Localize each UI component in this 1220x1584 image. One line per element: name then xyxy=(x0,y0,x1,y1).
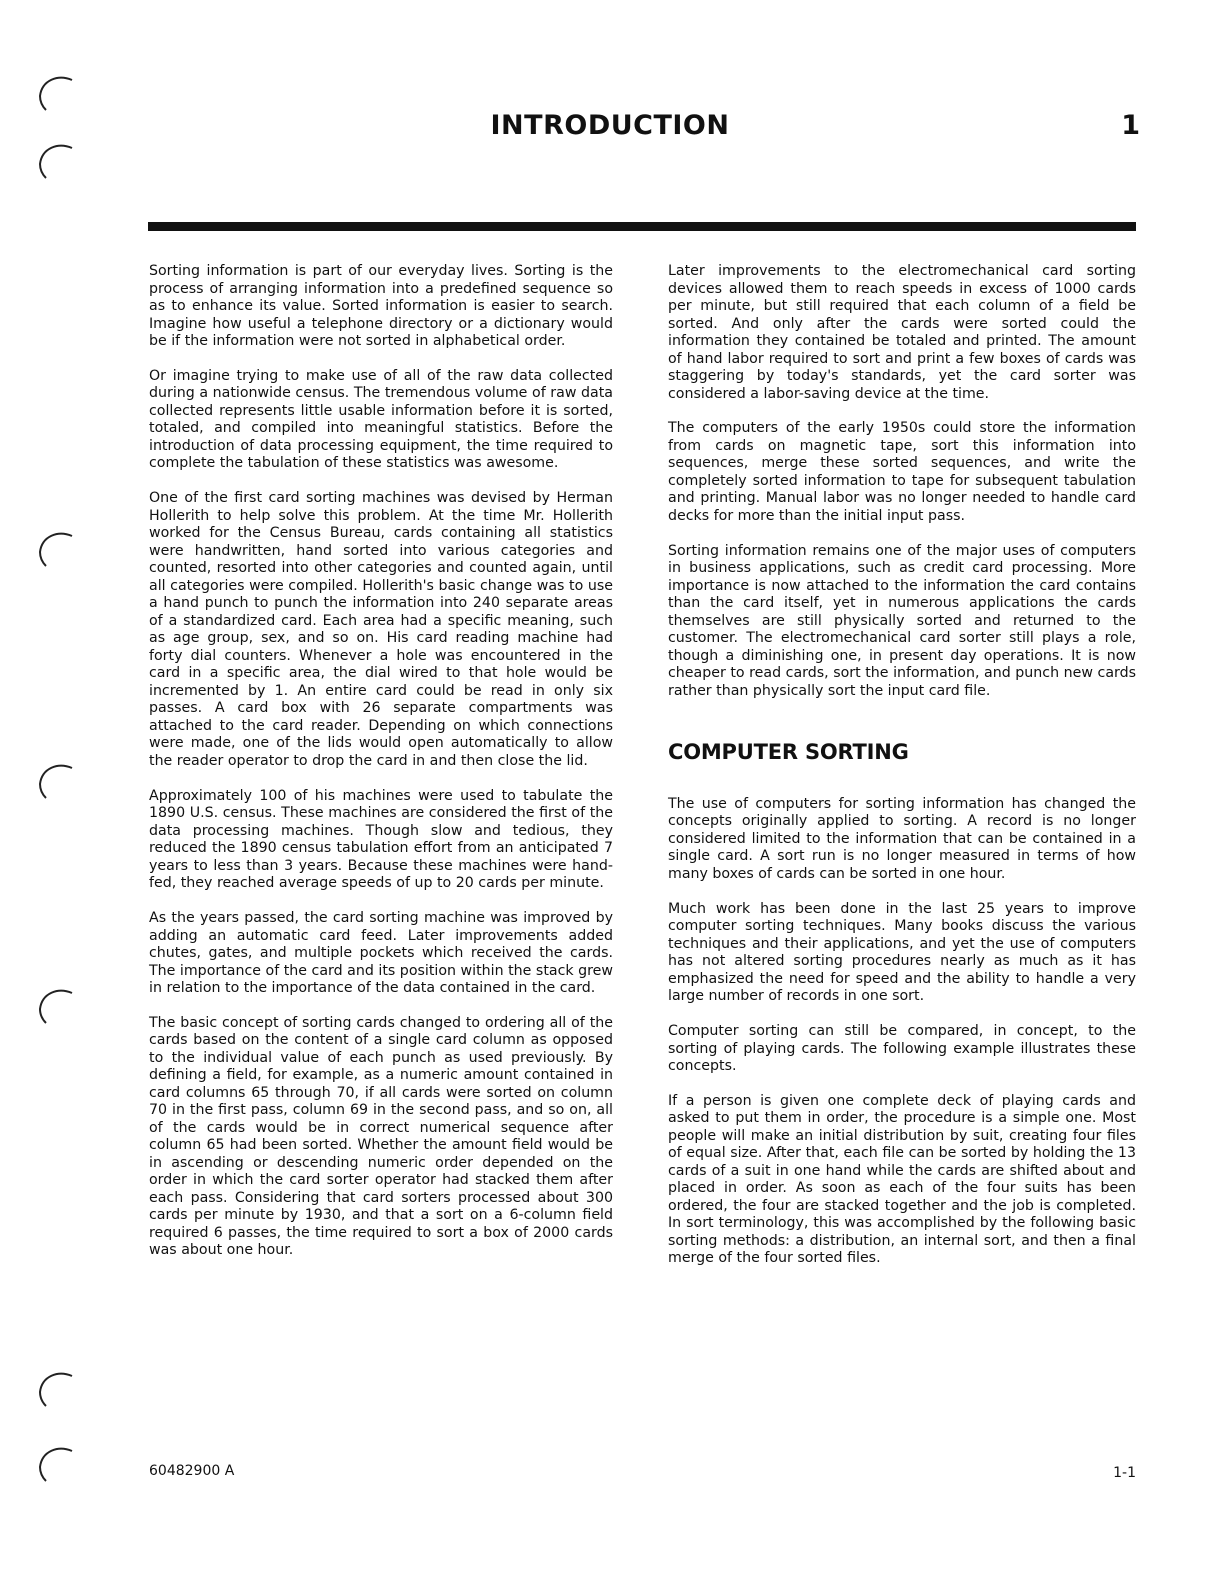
chapter-number: 1 xyxy=(1121,110,1140,141)
binder-hole-mark xyxy=(34,140,74,180)
paragraph: The use of computers for sorting information has changed the concepts originally applied to sorting. A record is no longer considered limited to the information that can be contained in a single card. A sort run is no longer measured in terms of how many boxes of cards can be sorted in one hour. xyxy=(668,795,1136,882)
paragraph: If a person is given one complete deck of playing cards and asked to put them in order, the procedure is a simple one. Most people will make an initial distribution by suit, creating four files of equal size. After that, each file can be sorted by holding the 13 cards of a suit in one hand while the cards are shifted about and placed in order. As soon as each of the four suits has been ordered, the four are stacked together and the job is completed. In sort terminology, this was accomplished by the following basic sorting methods: a distribution, an internal sort, and then a final merge of the four sorted files. xyxy=(668,1092,1136,1267)
title-rule xyxy=(148,222,1136,231)
paragraph: Sorting information remains one of the major uses of computers in business applications, such as credit card processing. More importance is now attached to the information the card contains than the card itself, yet in numerous applications the cards themselves are still physically sorted and returned to the customer. The electromechanical card sorter still plays a role, though a diminishing one, in present day operations. It is now cheaper to read cards, sort the information, and punch new cards rather than physically sort the input card file. xyxy=(668,542,1136,699)
paragraph: The computers of the early 1950s could store the information from cards on magnetic tape, sort this information into sequences, merge these sorted sequences, and write the completely sorted information to tape for subsequent tabulation and printing. Manual labor was no longer needed to handle card decks for more than the initial input pass. xyxy=(668,420,1136,524)
paragraph: Approximately 100 of his machines were used to tabulate the 1890 U.S. census. These machines are considered the first of the data processing machines. Though slow and tedious, they reduced the 1890 census tabulation effort from an anticipated 7 years to less than 3 years. Because these machines were hand-fed, they reached average speeds of up to 20 cards per minute. xyxy=(149,787,613,892)
page-number: 1-1 xyxy=(1113,1465,1136,1481)
left-column xyxy=(149,263,613,1277)
right-column xyxy=(668,263,1136,1285)
binder-hole-mark xyxy=(34,528,74,568)
paragraph: Much work has been done in the last 25 years to improve computer sorting techniques. Many books discuss the various techniques and their applications, and yet the use of computers has not altered sorting procedures nearly as much as it has emphasized the need for speed and the ability to handle a very large number of records in one sort. xyxy=(668,900,1136,1005)
page-title: INTRODUCTION xyxy=(490,110,730,141)
section-heading: COMPUTER SORTING xyxy=(668,740,909,765)
paragraph: Computer sorting can still be compared, in concept, to the sorting of playing cards. The following example illustrates these concepts. xyxy=(668,1023,1136,1075)
binder-hole-mark xyxy=(34,985,74,1025)
paragraph: Sorting information is part of our everyday lives. Sorting is the process of arranging information into a predefined sequence so as to enhance its value. Sorted information is easier to search. Imagine how useful a telephone directory or a dictionary would be if the information were not sorted in alphabetical order. xyxy=(149,263,613,349)
paragraph: The basic concept of sorting cards changed to ordering all of the cards based on the content of a single card column as opposed to the individual value of each punch as used previously. By defining a field, for example, as a numeric amount contained in card columns 65 through 70, if all cards were sorted on column 70 in the first pass, column 69 in the second pass, and so on, all of the cards would be in correct numerical sequence after column 65 had been sorted. Whether the amount field would be in ascending or descending numeric order depended on the order in which the card sorter operator had stacked them after each pass. Considering that card sorters processed about 300 cards per minute by 1930, and that a sort on a 6-column field required 6 passes, the time required to sort a box of 2000 cards was about one hour. xyxy=(149,1014,613,1259)
binder-hole-mark xyxy=(34,1443,74,1483)
binder-hole-mark xyxy=(34,72,74,112)
paragraph: One of the first card sorting machines was devised by Herman Hollerith to help solve this problem. At the time Mr. Hollerith worked for the Census Bureau, cards containing all statistics were handwritten, hand sorted into various categories and counted, resorted into other categories and counted again, until all categories were compiled. Hollerith's basic change was to use a hand punch to punch the information into 240 separate areas of a standardized card. Each area had a specific meaning, such as age group, sex, and so on. His card reading machine had forty dial counters. Whenever a hole was encountered in the card in a specific area, the dial wired to that hole would be incremented by 1. An entire card could be read in only six passes. A card box with 26 separate compartments was attached to the card reader. Depending on which connections were made, one of the lids would open automatically to allow the reader operator to drop the card in and then close the lid. xyxy=(149,490,613,769)
binder-hole-mark xyxy=(34,760,74,800)
binder-hole-mark xyxy=(34,1368,74,1408)
paragraph: Or imagine trying to make use of all of the raw data collected during a nationwide census. The tremendous volume of raw data collected represents little usable information before it is sorted, totaled, and compiled into meaningful statistics. Before the introduction of data processing equipment, the time required to complete the tabulation of these statistics was awesome. xyxy=(149,367,613,472)
document-number: 60482900 A xyxy=(149,1463,235,1479)
paragraph: As the years passed, the card sorting machine was improved by adding an automatic card feed. Later improvements added chutes, gates, and multiple pockets which received the cards. The importance of the card and its position within the stack grew in relation to the importance of the data contained in the card. xyxy=(149,910,613,997)
paragraph: Later improvements to the electromechanical card sorting devices allowed them to reach speeds in excess of 1000 cards per minute, but still required that each column of a field be sorted. And only after the cards were sorted could the information they contained be totaled and printed. The amount of hand labor required to sort and print a few boxes of cards was staggering by today's standards, yet the card sorter was considered a labor-saving device at the time. xyxy=(668,263,1136,402)
